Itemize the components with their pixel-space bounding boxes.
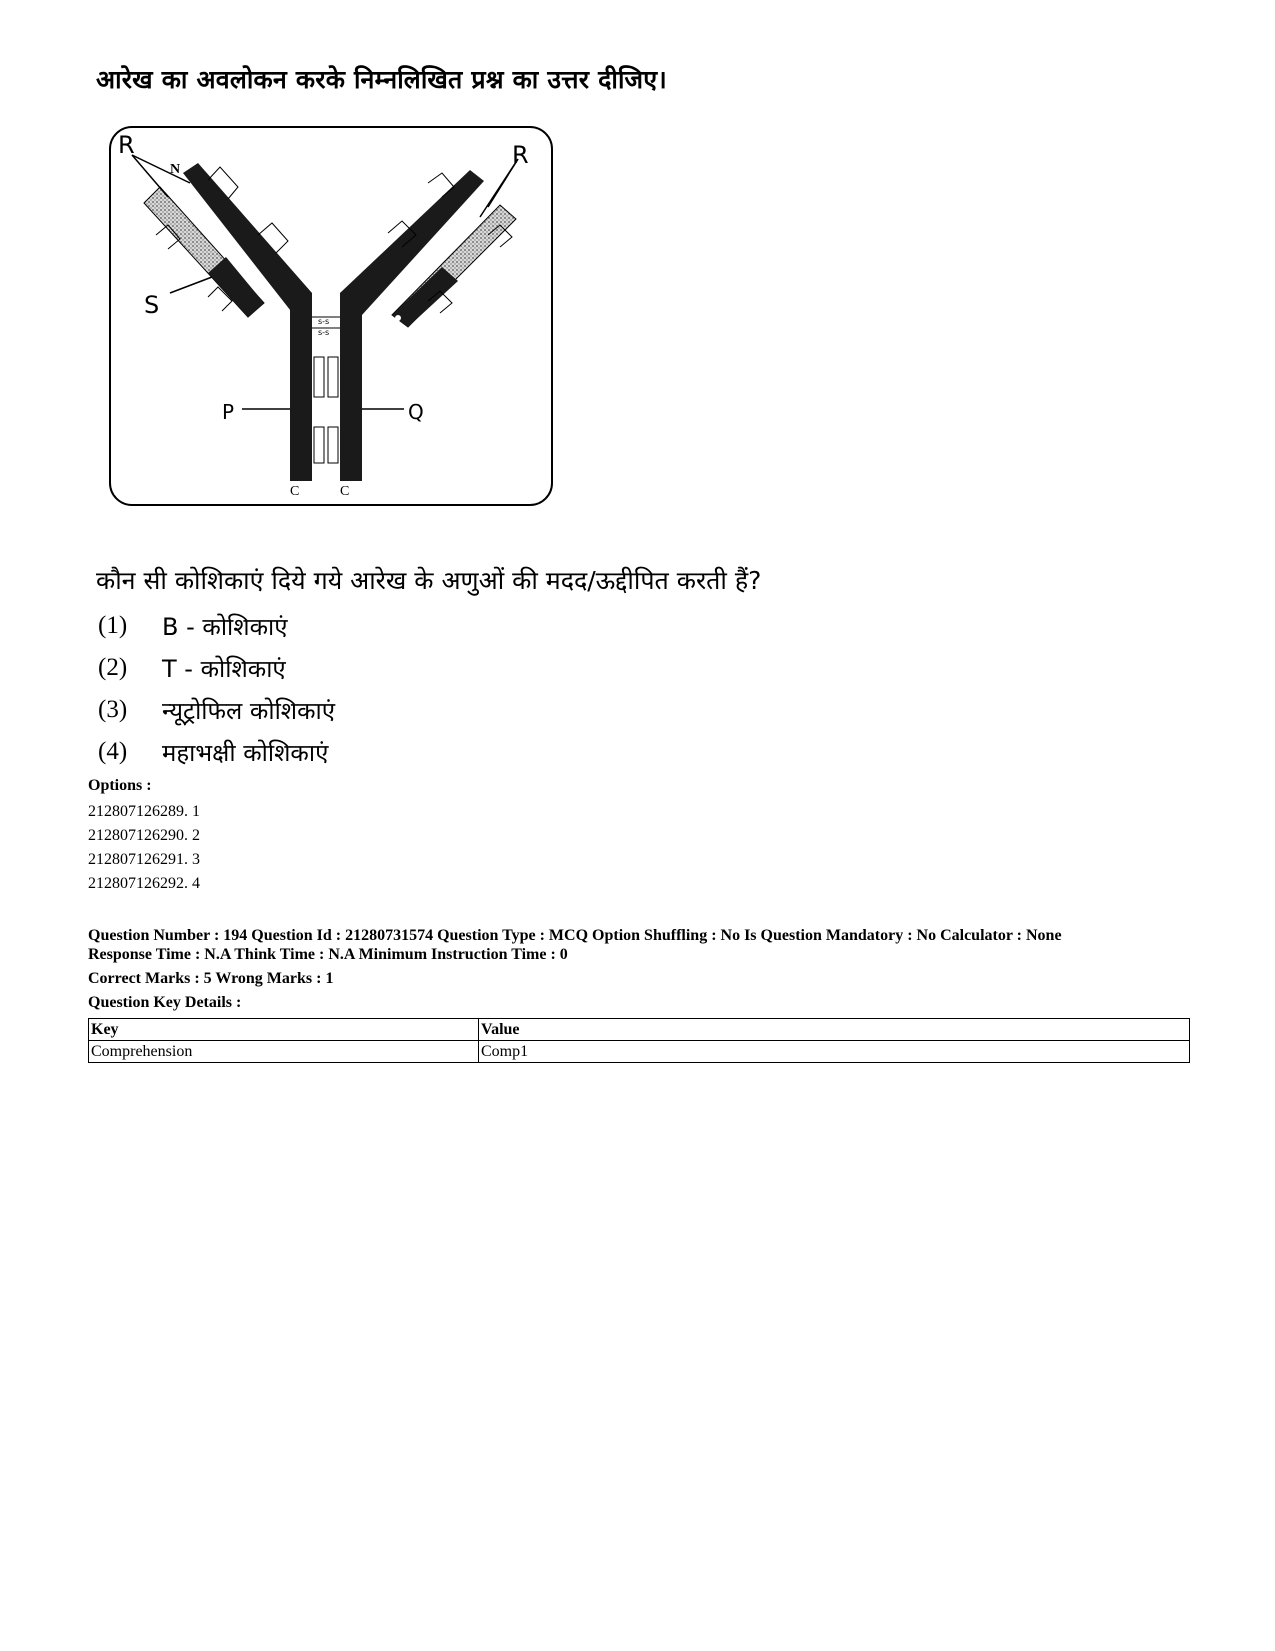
options-list (88, 800, 200, 896)
option-item: 212807126289. 1 (88, 803, 200, 820)
label-p: P (222, 400, 235, 424)
choice-label: B - कोशिकाएं (162, 612, 288, 641)
option-item: 212807126291. 3 (88, 851, 200, 868)
label-c-right: C (340, 484, 350, 499)
choice-number: (3) (98, 696, 128, 723)
choice-2 (98, 647, 335, 689)
choice-label: महाभक्षी कोशिकाएं (162, 738, 329, 767)
bond-label-1: s-s (318, 317, 330, 326)
choice-label: T - कोशिकाएं (162, 654, 286, 683)
choice-list (98, 605, 335, 773)
question-timing-line: Response Time : N.A Think Time : N.A Minimum Instruction Time : 0 (88, 946, 568, 963)
options-heading: Options : (88, 777, 152, 794)
light-chain-right-marker (395, 315, 401, 321)
table-header-row (89, 1019, 1190, 1041)
label-s: S (144, 291, 160, 319)
label-r-right: R (512, 141, 529, 169)
question-instruction: आरेख का अवलोकन करके निम्नलिखित प्रश्न का उत्तर दीजिए। (96, 65, 667, 94)
antibody-diagram (108, 125, 578, 535)
diagram-frame (110, 127, 552, 505)
question-key-heading: Question Key Details : (88, 994, 242, 1011)
question-key-table (88, 1018, 1190, 1063)
table-header-key: Key (89, 1019, 479, 1041)
choice-number: (1) (98, 612, 128, 639)
question-meta-line: Question Number : 194 Question Id : 21280731574 Question Type : MCQ Option Shuffling : No Is Question Mandatory : No Calculator : None (88, 927, 1062, 944)
choice-number: (2) (98, 654, 128, 681)
label-c-left: C (290, 484, 300, 499)
antibody-diagram-svg (108, 125, 578, 535)
option-item: 212807126290. 2 (88, 827, 200, 844)
bond-label-2: s-s (318, 328, 330, 337)
choice-1 (98, 605, 335, 647)
question-text: कौन सी कोशिकाएं दिये गये आरेख के अणुओं की मदद/ऊद्दीपित करती हैं? (96, 566, 762, 595)
label-q: Q (408, 400, 424, 424)
heavy-chain-left (290, 301, 312, 481)
heavy-chain-right (340, 301, 362, 481)
question-marks-line: Correct Marks : 5 Wrong Marks : 1 (88, 970, 334, 987)
label-n: N (170, 162, 181, 177)
choice-label: न्यूट्रोफिल कोशिकाएं (162, 696, 336, 725)
label-r-left: R (118, 131, 135, 159)
table-cell-value: Comp1 (479, 1041, 1190, 1063)
choice-4 (98, 731, 335, 773)
table-cell-key: Comprehension (89, 1041, 479, 1063)
table-row (89, 1041, 1190, 1063)
option-item: 212807126292. 4 (88, 875, 200, 892)
table-header-value: Value (479, 1019, 1190, 1041)
choice-3 (98, 689, 335, 731)
choice-number: (4) (98, 738, 128, 765)
